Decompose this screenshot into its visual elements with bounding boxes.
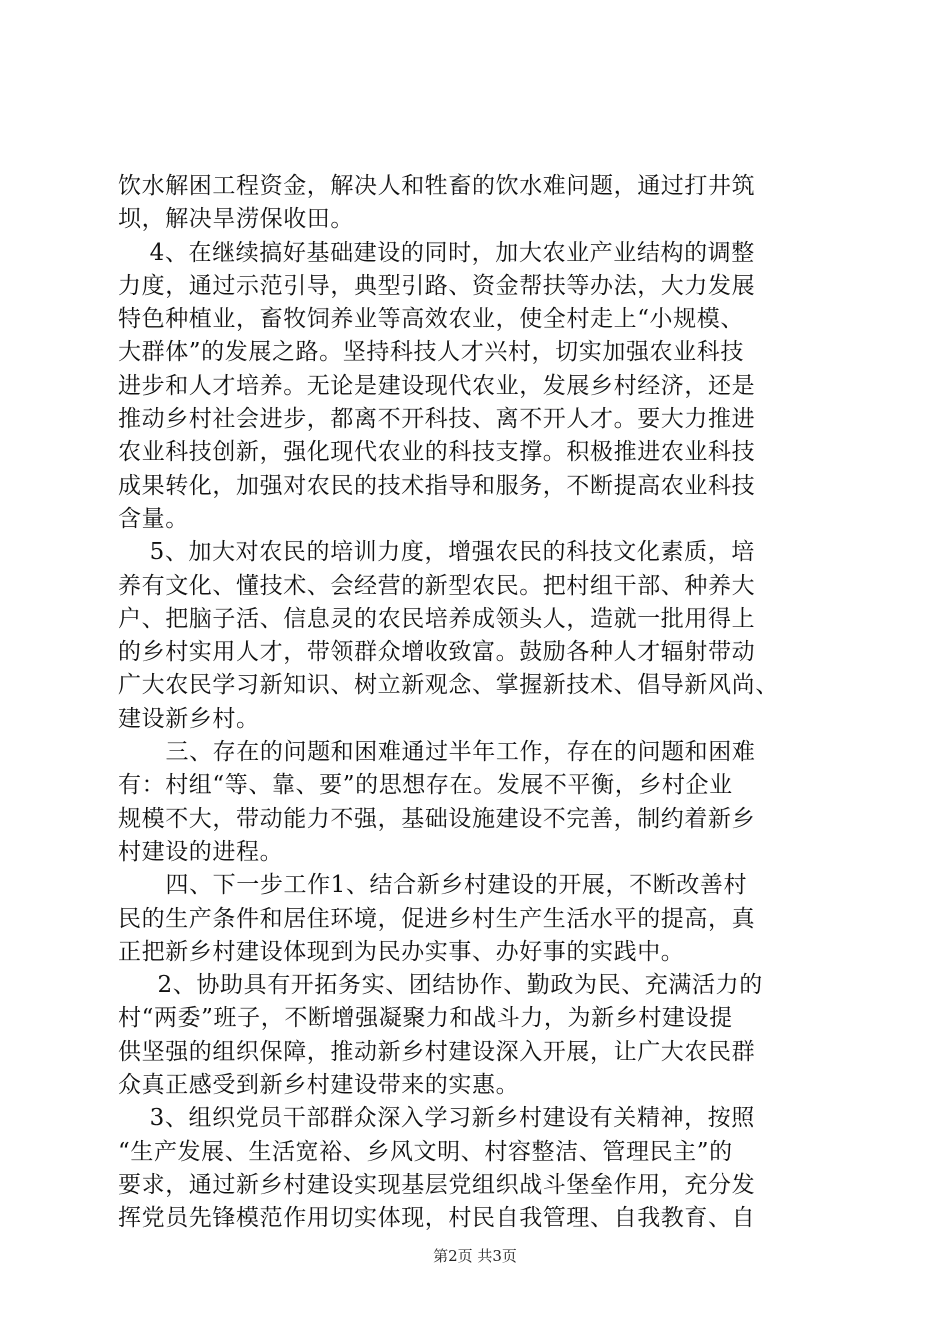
text-line: 坝，解决旱涝保收田。 (118, 206, 354, 233)
text-line: 4、在继续搞好基础建设的同时，加大农业产业结构的调整 (118, 239, 755, 266)
text-line: 要求，通过新乡村建设实现基层党组织战斗堡垒作用，充分发 (118, 1171, 756, 1198)
text-line: 含量。 (118, 505, 189, 532)
text-line: 农业科技创新，强化现代农业的科技支撑。积极推进农业科技 (118, 439, 756, 466)
text-line: “生产发展、生活宽裕、乡风文明、村容整洁、管理民主”的 (118, 1138, 733, 1165)
text-line: 正把新乡村建设体现到为民办实事、办好事的实践中。 (118, 938, 685, 965)
text-line: 挥党员先锋模范作用切实体现，村民自我管理、自我教育、自 (118, 1205, 756, 1232)
text-line: 特色种植业，畜牧饲养业等高效农业，使全村走上“小规模、 (118, 306, 744, 333)
text-line: 饮水解困工程资金，解决人和牲畜的饮水难问题，通过打井筑 (118, 173, 756, 199)
text-line: 村建设的进程。 (118, 838, 284, 865)
text-line: 推动乡村社会进步，都离不开科技、离不开人才。要大力推进 (118, 406, 756, 433)
text-line: 广大农民学习新知识、树立新观念、掌握新技术、倡导新风尚、 (118, 672, 779, 699)
document-body (118, 170, 840, 1236)
text-line: 三、存在的问题和困难通过半年工作，存在的问题和困难 (118, 739, 756, 766)
text-line: 力度，通过示范引导，典型引路、资金帮扶等办法，大力发展 (118, 272, 756, 299)
text-line: 养有文化、懂技术、会经营的新型农民。把村组干部、种养大 (118, 572, 756, 599)
text-line: 户、把脑子活、信息灵的农民培养成领头人，造就一批用得上 (118, 605, 756, 632)
text-line: 民的生产条件和居住环境，促进乡村生产生活水平的提高，真 (118, 905, 756, 932)
text-line: 建设新乡村。 (118, 705, 260, 732)
text-line: 大群体”的发展之路。坚持科技人才兴村，切实加强农业科技 (118, 339, 744, 366)
text-line: 供坚强的组织保障，推动新乡村建设深入开展，让广大农民群 (118, 1038, 756, 1065)
text-line: 四、下一步工作1、结合新乡村建设的开展，不断改善村 (118, 872, 748, 899)
text-line: 3、组织党员干部群众深入学习新乡村建设有关精神，按照 (118, 1105, 755, 1132)
text-line: 5、加大对农民的培训力度，增强农民的科技文化素质，培 (118, 539, 755, 566)
text-line: 规模不大，带动能力不强，基础设施建设不完善，制约着新乡 (118, 805, 756, 832)
text-line: 有：村组“等、靠、要”的思想存在。发展不平衡，乡村企业 (118, 772, 733, 799)
text-line: 2、协助具有开拓务实、团结协作、勤政为民、充满活力的 (118, 972, 763, 999)
text-line: 的乡村实用人才，带领群众增收致富。鼓励各种人才辐射带动 (118, 639, 756, 666)
page-footer: 第2页 共3页 (433, 1247, 517, 1265)
text-line: 成果转化，加强对农民的技术指导和服务，不断提高农业科技 (118, 472, 756, 499)
text-line: 众真正感受到新乡村建设带来的实惠。 (118, 1072, 520, 1099)
text-line: 村“两委”班子，不断增强凝聚力和战斗力，为新乡村建设提 (118, 1005, 733, 1032)
text-line: 进步和人才培养。无论是建设现代农业，发展乡村经济，还是 (118, 372, 756, 399)
